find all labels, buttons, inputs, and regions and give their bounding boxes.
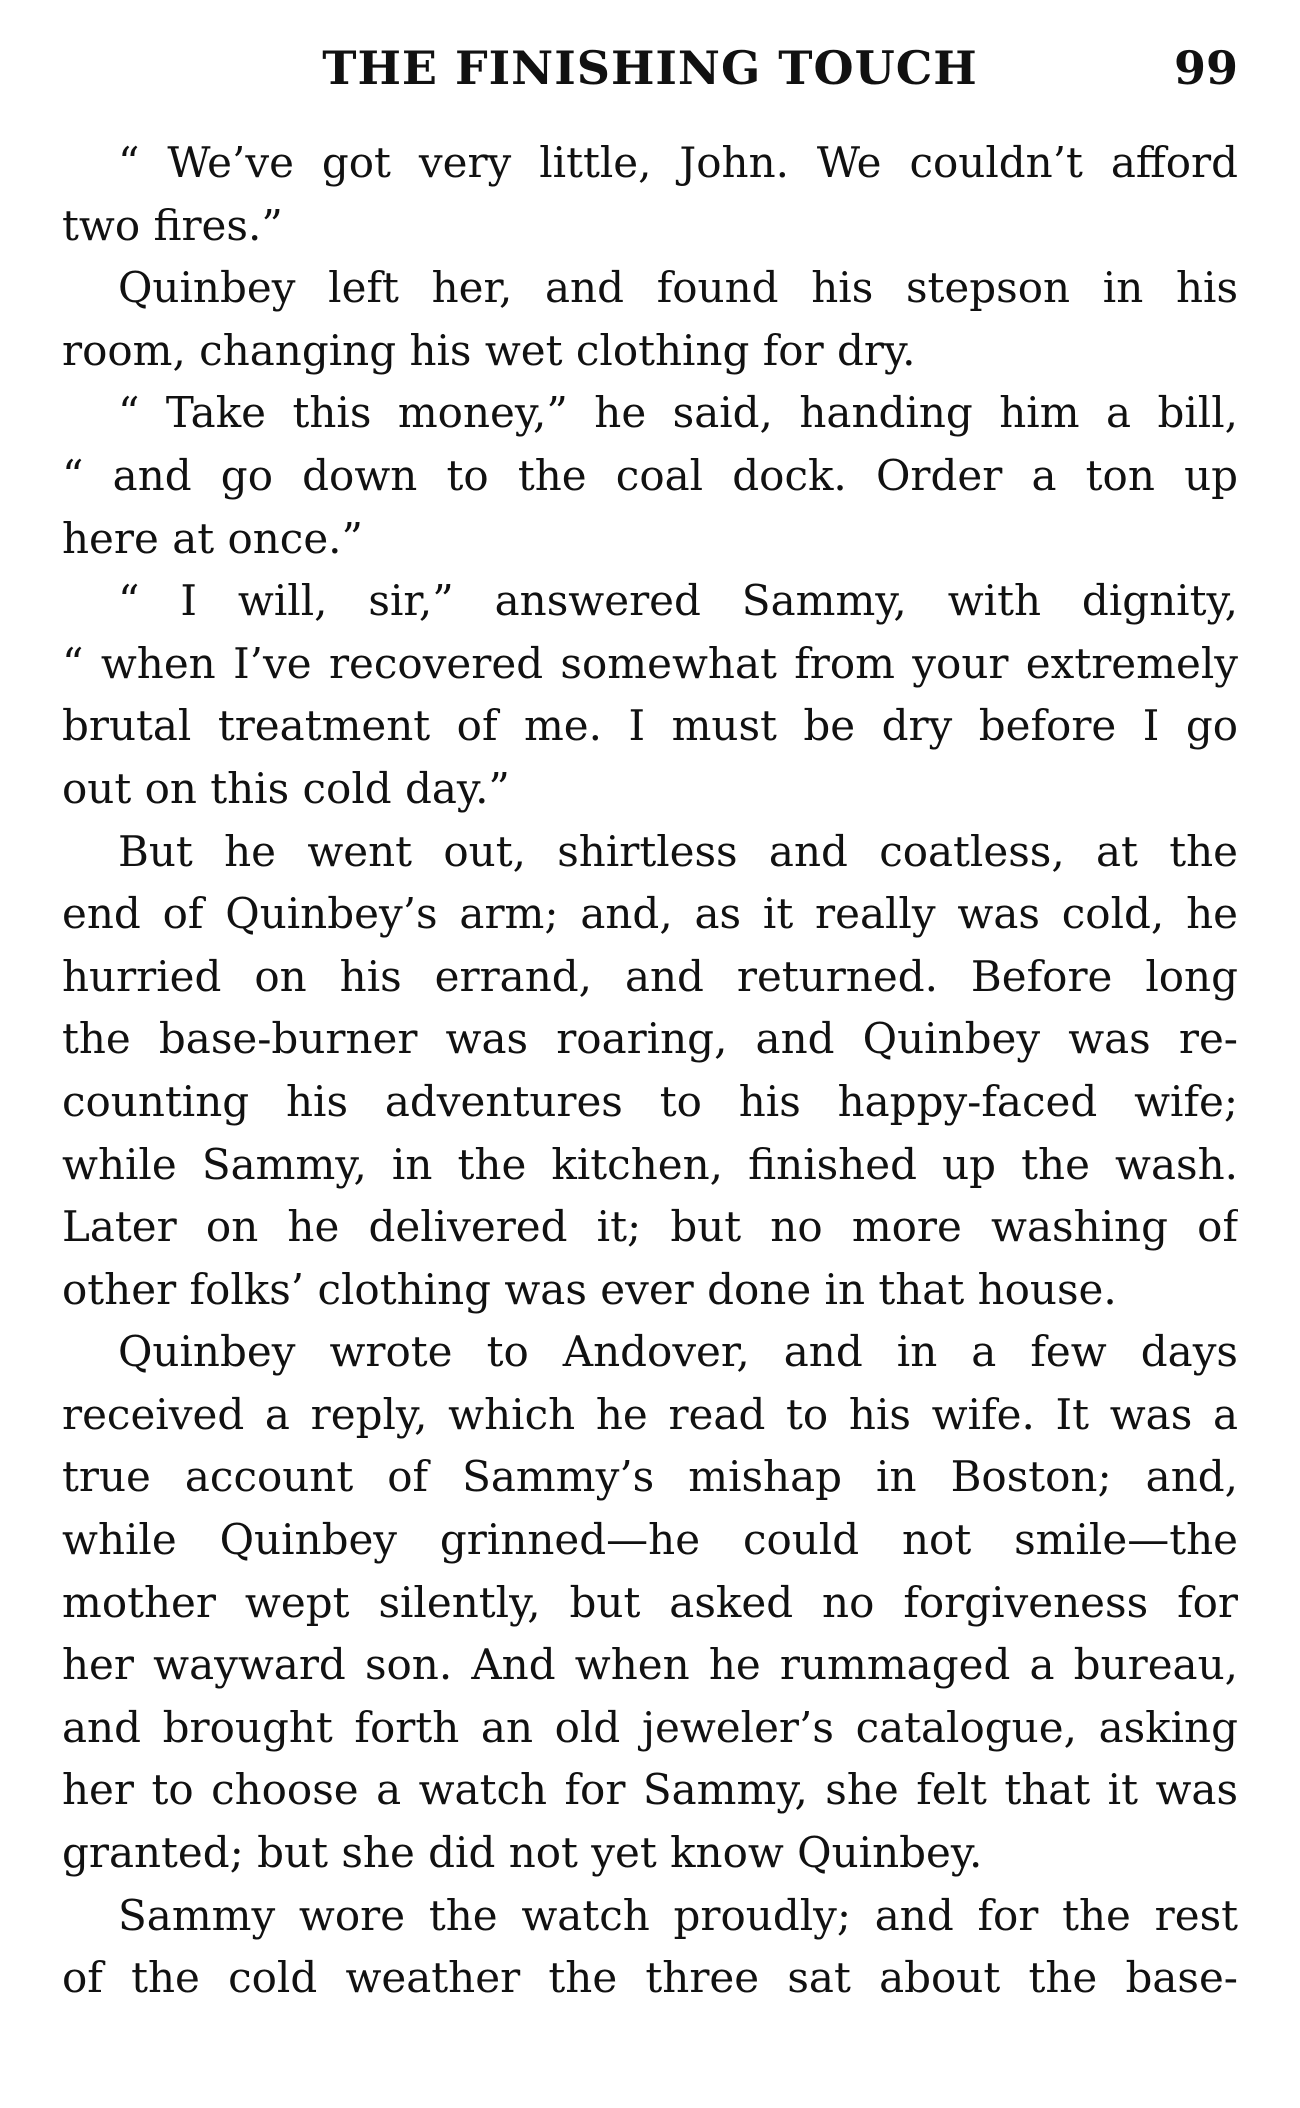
- text-line: “ Take this money,” he said, handing him a bill,: [118, 388, 1238, 438]
- text-line: true account of Sammy’s mishap in Boston; and,: [62, 1452, 1238, 1502]
- text-line: “ when I’ve recovered somewhat from your extremely: [62, 638, 1238, 688]
- text-line: and brought forth an old jeweler’s catalogue, asking: [62, 1702, 1238, 1752]
- text-line: here at once.”: [62, 513, 363, 563]
- text-line: two fires.”: [62, 200, 283, 250]
- text-line: Sammy wore the watch proudly; and for the rest: [118, 1890, 1238, 1940]
- text-line: counting his adventures to his happy-faced wife;: [62, 1076, 1238, 1126]
- text-line: “ and go down to the coal dock. Order a ton up: [62, 450, 1238, 500]
- text-line: granted; but she did not yet know Quinbey.: [62, 1828, 983, 1878]
- text-line: the base-burner was roaring, and Quinbey was re-: [62, 1014, 1238, 1064]
- running-title: THE FINISHING TOUCH: [322, 41, 978, 95]
- text-line: “ I will, sir,” answered Sammy, with dignity,: [118, 576, 1238, 626]
- text-block: [62, 132, 1238, 2072]
- text-line: brutal treatment of me. I must be dry before I go: [62, 701, 1238, 751]
- text-line: But he went out, shirtless and coatless, at the: [118, 826, 1238, 876]
- text-line: room, changing his wet clothing for dry.: [62, 325, 916, 375]
- text-line: out on this cold day.”: [62, 763, 510, 813]
- text-line: while Quinbey grinned—he could not smile—the: [62, 1515, 1238, 1565]
- text-line: received a reply, which he read to his wife. It was a: [62, 1389, 1238, 1439]
- text-line: of the cold weather the three sat about the base-: [62, 1953, 1238, 2003]
- text-line: Later on he delivered it; but no more washing of: [62, 1202, 1238, 1252]
- text-line: Quinbey wrote to Andover, and in a few days: [118, 1327, 1238, 1377]
- text-line: hurried on his errand, and returned. Before long: [62, 951, 1238, 1001]
- text-line: Quinbey left her, and found his stepson in his: [118, 263, 1238, 313]
- running-head: [62, 38, 1238, 98]
- text-line: end of Quinbey’s arm; and, as it really was cold, he: [62, 889, 1238, 939]
- text-line: “ We’ve got very little, John. We couldn’t afford: [118, 138, 1238, 187]
- text-line: while Sammy, in the kitchen, finished up the wash.: [62, 1139, 1238, 1189]
- text-line: other folks’ clothing was ever done in that house.: [62, 1264, 1117, 1314]
- text-line: mother wept silently, but asked no forgiveness for: [62, 1577, 1238, 1627]
- text-line: her to choose a watch for Sammy, she felt that it was: [62, 1765, 1238, 1815]
- text-line: her wayward son. And when he rummaged a bureau,: [62, 1640, 1238, 1690]
- page-number: 99: [1173, 41, 1238, 95]
